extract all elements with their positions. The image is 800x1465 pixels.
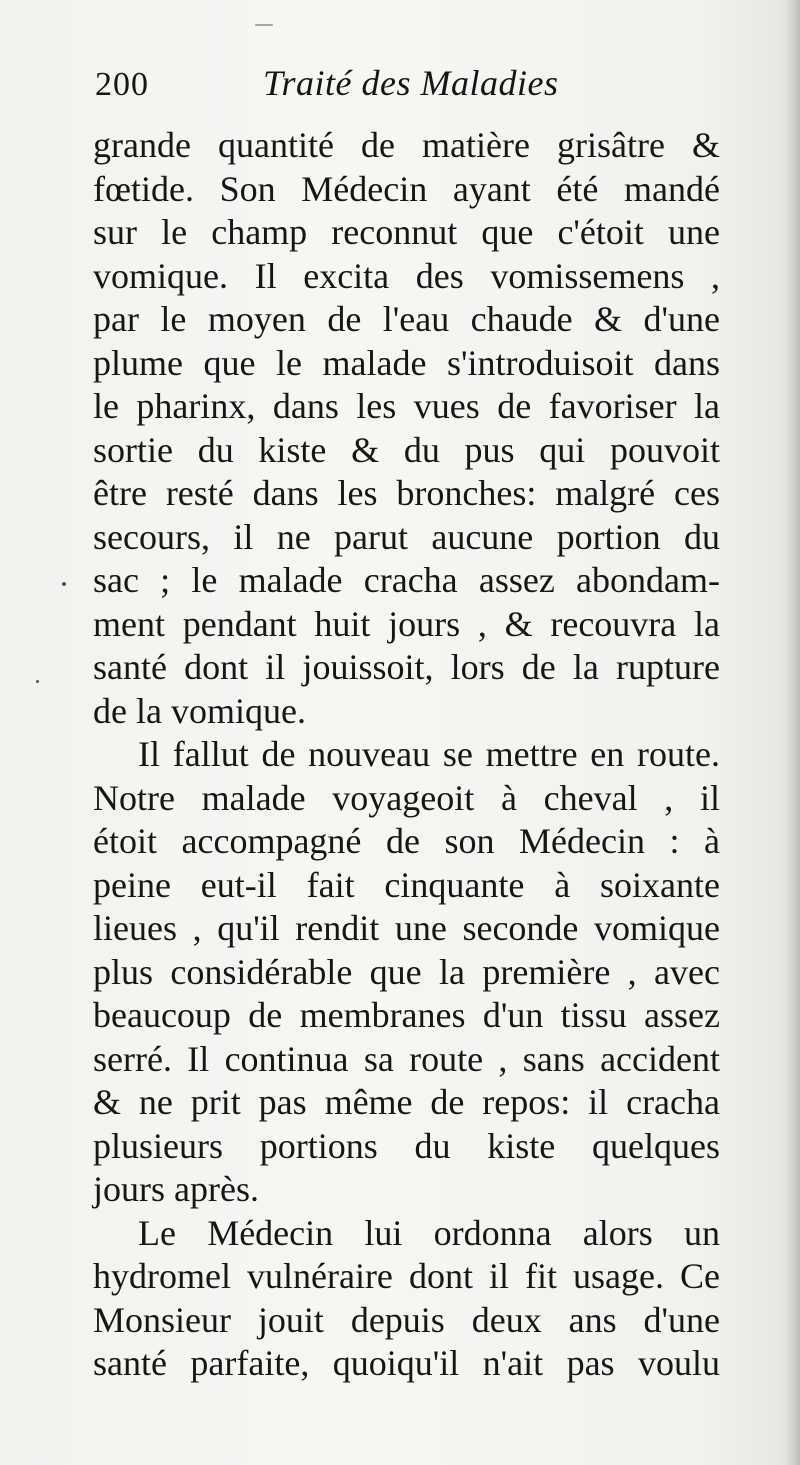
text-line: par le moyen de l'eau chaude & d'une (93, 299, 720, 339)
text-line: Monsieur jouit depuis deux ans d'une (93, 1299, 720, 1340)
running-title: Traité des Maladies (263, 63, 559, 103)
text-line: serré. Il continua sa route , sans accident (93, 1038, 720, 1079)
page-edge-shadow (786, 0, 800, 1465)
text-line: & ne prit pas même de repos: il cracha (93, 1082, 720, 1122)
text-line: étoit accompagné de son Médecin : à (93, 821, 720, 861)
text-line: santé parfaite, quoiqu'il n'ait pas voulu (93, 1343, 720, 1383)
text-line: ment pendant huit jours , & recouvra la (93, 603, 720, 644)
paragraph-first-line: Il fallut de nouveau se mettre en route. (138, 734, 720, 774)
text-line: secours, il ne parut aucune portion du (93, 516, 720, 557)
paper-speck (36, 680, 39, 683)
paper-speck (62, 582, 66, 586)
text-line: grande quantité de matière grisâtre & (93, 125, 720, 165)
text-line: santé dont il jouissoit, lors de la rupture (93, 647, 720, 687)
text-line: plusieurs portions du kiste quelques (93, 1125, 720, 1166)
text-line: Notre malade voyageoit à cheval , il (93, 777, 720, 818)
text-line: jours après. (93, 1169, 259, 1209)
text-line: être resté dans les bronches: malgré ces (93, 473, 720, 513)
text-line: beaucoup de membranes d'un tissu assez (93, 995, 720, 1035)
text-line: sur le champ reconnut que c'étoit une (93, 212, 720, 252)
text-line: le pharinx, dans les vues de favoriser la (93, 386, 720, 426)
text-line: peine eut-il fait cinquante à soixante (93, 864, 720, 905)
text-line: sac ; le malade cracha assez abondam- (93, 560, 720, 600)
text-line: sortie du kiste & du pus qui pouvoit (93, 429, 720, 470)
page-number: 200 (95, 66, 149, 103)
page-header (95, 62, 720, 110)
paper-speck (255, 24, 273, 26)
text-line: vomique. Il excita des vomissemens , (93, 255, 720, 296)
body-text (93, 124, 720, 1386)
paragraph-first-line: Le Médecin lui ordonna alors un (138, 1212, 720, 1253)
text-line: de la vomique. (93, 690, 306, 731)
text-line: lieues , qu'il rendit une seconde vomique (93, 908, 720, 948)
text-line: plus considérable que la première , avec (93, 951, 720, 992)
text-line: hydromel vulnéraire dont il fit usage. Ce (93, 1256, 720, 1296)
text-line: plume que le malade s'introduisoit dans (93, 342, 720, 383)
text-line: fœtide. Son Médecin ayant été mandé (93, 168, 720, 209)
